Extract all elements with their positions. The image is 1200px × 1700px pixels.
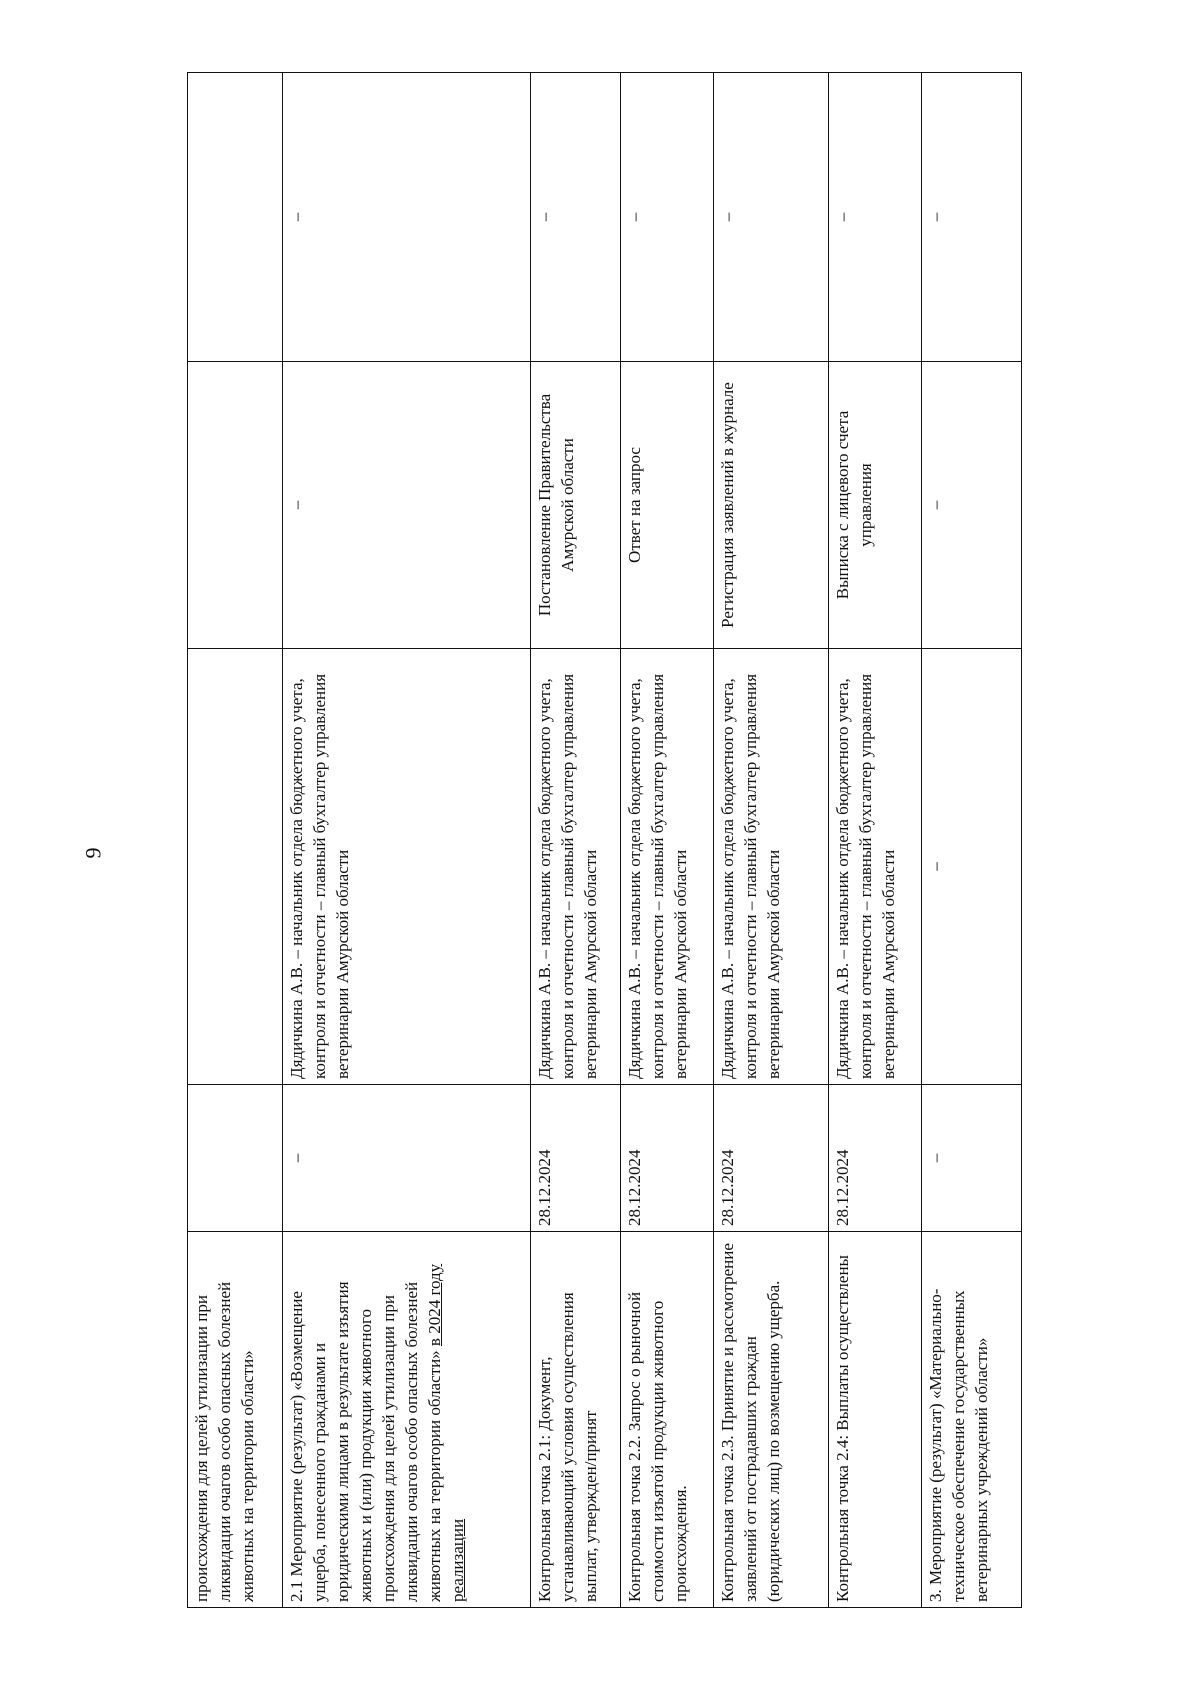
cell-info-system: – [531,73,621,362]
table-row [188,73,283,1608]
table-row [531,73,621,1608]
cell-name: Контрольная точка 2.1: Документ, устанавливающий условия осуществления выплат, утвержден/принят [531,1232,621,1608]
cell-info-system: – [922,73,1022,362]
cell-date: 28.12.2024 [621,1085,714,1232]
cell-responsible: Дядичкина А.В. – начальник отдела бюджетного учета, контроля и отчетности – главный бухгалтер управления ветеринарии Амурской области [829,649,922,1085]
cell-responsible: Дядичкина А.В. – начальник отдела бюджетного учета, контроля и отчетности – главный бухгалтер управления ветеринарии Амурской области [621,649,714,1085]
table-row [283,73,531,1608]
cell-responsible [188,649,283,1085]
cell-date: 28.12.2024 [531,1085,621,1232]
cell-info-system: – [621,73,714,362]
plan-table [187,72,1022,1608]
cell-date: – [922,1085,1022,1232]
table-row [922,73,1022,1608]
page-number: 9 [80,847,106,859]
cell-date: 28.12.2024 [829,1085,922,1232]
table-row [714,73,829,1608]
cell-info-system: – [714,73,829,362]
cell-responsible: Дядичкина А.В. – начальник отдела бюджетного учета, контроля и отчетности – главный бухгалтер управления ветеринарии Амурской области [283,649,531,1085]
cell-document [188,362,283,649]
cell-responsible: – [922,649,1022,1085]
cell-date: 28.12.2024 [714,1085,829,1232]
cell-info-system: – [283,73,531,362]
cell-name: 3. Мероприятие (результат) «Материально-техническое обеспечение государственных ветеринарных учреждений области» [922,1232,1022,1608]
table-row [621,73,714,1608]
cell-name: происхождения для целей утилизации при ликвидации очагов особо опасных болезней животных на территории области» [188,1232,283,1608]
cell-document: Регистрация заявлений в журнале [714,362,829,649]
cell-responsible: Дядичкина А.В. – начальник отдела бюджетного учета, контроля и отчетности – главный бухгалтер управления ветеринарии Амурской области [531,649,621,1085]
cell-date [188,1085,283,1232]
cell-responsible: Дядичкина А.В. – начальник отдела бюджетного учета, контроля и отчетности – главный бухгалтер управления ветеринарии Амурской области [714,649,829,1085]
cell-name: Контрольная точка 2.2. Запрос о рыночной стоимости изъятой продукции животного происхождения. [621,1232,714,1608]
cell-name-text: 2.1 Мероприятие (результат) «Возмещение ущерба, понесенного гражданами и юридическими лицами в результате изъятия животных и (или) продукции животного происхождения для целей утилизации при ликвидации очагов особо опасных болезней животных на территории области» [287,1281,444,1602]
cell-document: Выписка с лицевого счета управления [829,362,922,649]
cell-document: Постановление Правительства Амурской области [531,362,621,649]
cell-name: Контрольная точка 2.3. Принятие и рассмотрение заявлений от пострадавших граждан (юридических лиц) по возмещению ущерба. [714,1232,829,1608]
cell-document: – [283,362,531,649]
table-row [829,73,922,1608]
cell-info-system: – [829,73,922,362]
rotated-table-wrapper [187,128,1022,1608]
cell-name-suffix: в 2024 году реализации [425,1263,467,1602]
cell-info-system [188,73,283,362]
cell-name: Контрольная точка 2.4: Выплаты осуществлены [829,1232,922,1608]
cell-date: – [283,1085,531,1232]
cell-document: Ответ на запрос [621,362,714,649]
cell-name [283,1232,531,1608]
cell-document: – [922,362,1022,649]
